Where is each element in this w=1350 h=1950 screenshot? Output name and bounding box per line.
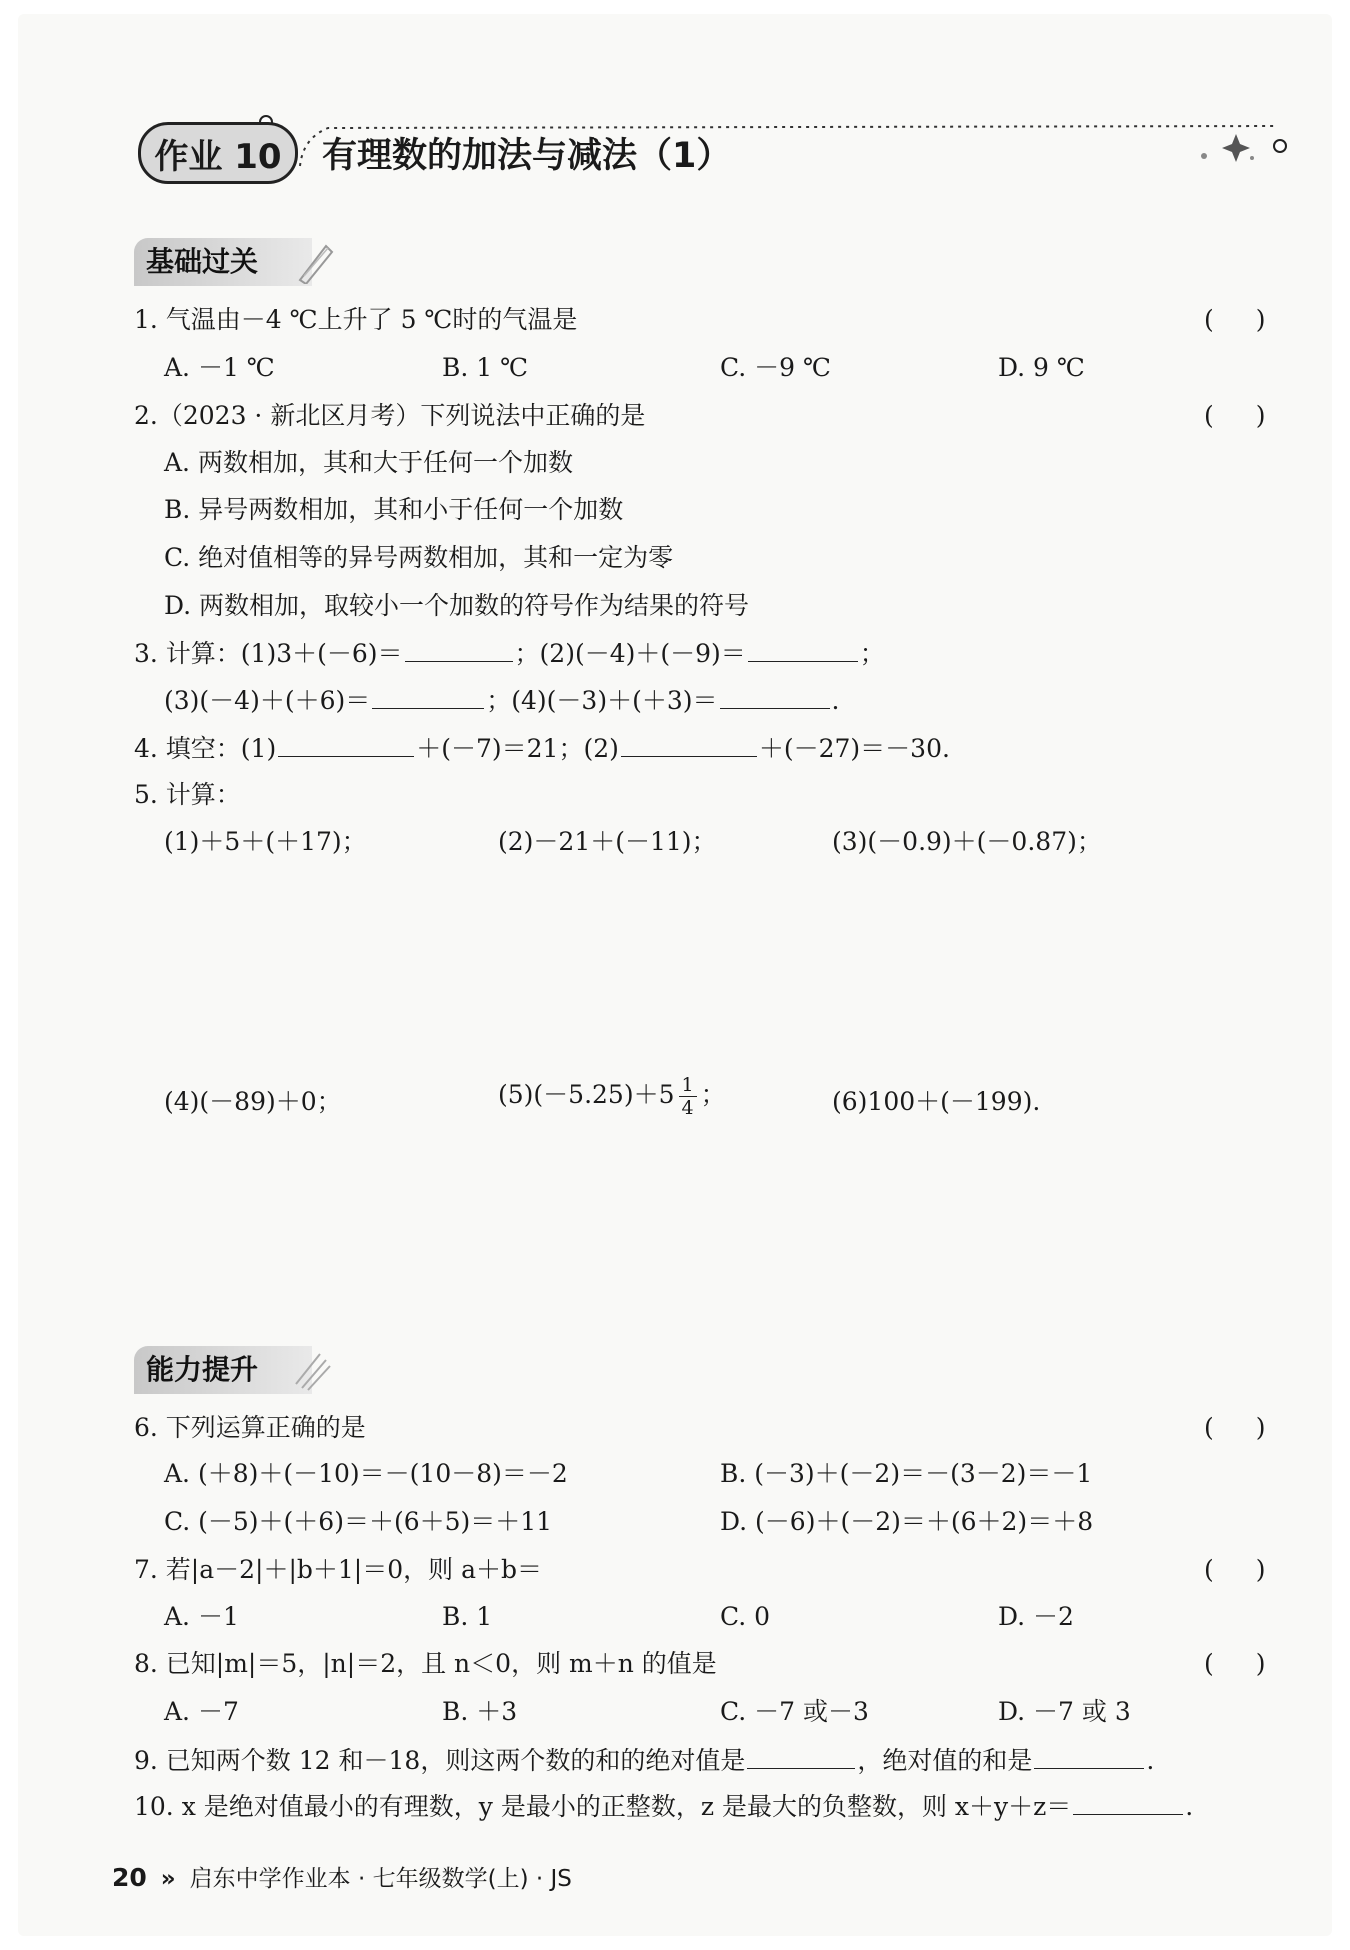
section-basic-label: 基础过关 xyxy=(146,245,259,278)
q5-item-5-text: (5)(－5.25)＋5 xyxy=(498,1080,675,1109)
q3-blank-2[interactable] xyxy=(748,637,858,662)
q9-part3-text: . xyxy=(1146,1746,1155,1775)
q9-blank-1[interactable] xyxy=(747,1744,855,1769)
q5-item-6: (6)100＋(－199). xyxy=(832,1087,1041,1116)
q4-part3-text: ＋(－27)＝－30. xyxy=(758,734,950,763)
q8-option-a: A. －7 xyxy=(164,1697,239,1726)
q3-blank-3[interactable] xyxy=(372,684,484,709)
q6-answer-paren: () xyxy=(1204,1413,1308,1442)
q3-part4-text: ；(4)(－3)＋(＋3)＝ xyxy=(486,686,718,715)
q4-line xyxy=(134,732,950,765)
q10-line xyxy=(134,1790,1193,1823)
lesson-title: 有理数的加法与减法（1） xyxy=(322,136,732,176)
q7-option-a: A. －1 xyxy=(164,1602,239,1631)
q7-stem: 7. 若|a－2|＋|b＋1|＝0，则 a＋b＝ xyxy=(134,1555,542,1584)
q8-stem: 8. 已知|m|＝5，|n|＝2，且 n＜0，则 m＋n 的值是 xyxy=(134,1649,717,1678)
q4-part2-text: ＋(－7)＝21；(2) xyxy=(416,734,619,763)
book-title: 启东中学作业本 · 七年级数学(上) · JS xyxy=(189,1866,572,1892)
fraction-numerator: 1 xyxy=(679,1074,697,1097)
q9-part1-text: 9. 已知两个数 12 和－18，则这两个数的和的绝对值是 xyxy=(134,1746,746,1775)
q3-part2-text: ；(2)(－4)＋(－9)＝ xyxy=(514,639,746,668)
q3-blank-1[interactable] xyxy=(405,637,513,662)
q4-blank-1[interactable] xyxy=(278,732,414,757)
q3-line2-end: . xyxy=(831,686,840,715)
q4-blank-2[interactable] xyxy=(621,732,757,757)
q2-option-b: B. 异号两数相加，其和小于任何一个加数 xyxy=(164,495,624,524)
q10-end: . xyxy=(1185,1792,1194,1821)
fraction-denominator: 4 xyxy=(681,1097,694,1119)
q9-blank-2[interactable] xyxy=(1034,1744,1144,1769)
q1-option-a: A. －1 ℃ xyxy=(164,353,275,382)
q5-item-5-fraction xyxy=(679,1074,697,1119)
q3-line1 xyxy=(134,637,885,670)
q1-option-c: C. －9 ℃ xyxy=(720,353,831,382)
q1-option-b: B. 1 ℃ xyxy=(442,353,529,382)
q9-part2-text: ，绝对值的和是 xyxy=(857,1746,1033,1775)
q5-item-5-end: ； xyxy=(700,1080,726,1109)
chevron-right-icon: » xyxy=(160,1866,176,1892)
section-advanced-label: 能力提升 xyxy=(146,1353,259,1386)
q6-stem: 6. 下列运算正确的是 xyxy=(134,1413,366,1442)
q8-option-c: C. －7 或－3 xyxy=(720,1697,869,1726)
q7-answer-paren: () xyxy=(1204,1555,1308,1584)
q7-option-b: B. 1 xyxy=(442,1602,493,1631)
q9-line xyxy=(134,1744,1154,1777)
q7-option-c: C. 0 xyxy=(720,1602,771,1631)
q5-item-3: (3)(－0.9)＋(－0.87)； xyxy=(832,827,1102,856)
q2-option-a: A. 两数相加，其和大于任何一个加数 xyxy=(164,448,573,477)
q4-part1-text: 4. 填空：(1) xyxy=(134,734,277,763)
q10-blank[interactable] xyxy=(1073,1790,1183,1815)
q3-part3-text: (3)(－4)＋(＋6)＝ xyxy=(164,686,371,715)
sparkle-lines-icon xyxy=(290,1346,334,1392)
q2-option-c: C. 绝对值相等的异号两数相加，其和一定为零 xyxy=(164,543,674,572)
q1-stem: 1. 气温由－4 ℃上升了 5 ℃时的气温是 xyxy=(134,305,578,334)
q8-option-b: B. ＋3 xyxy=(442,1697,518,1726)
q6-option-a: A. (＋8)＋(－10)＝－(10－8)＝－2 xyxy=(164,1459,568,1488)
q2-answer-paren: () xyxy=(1204,401,1308,430)
q5-item-1: (1)＋5＋(＋17)； xyxy=(164,827,367,856)
q5-stem: 5. 计算： xyxy=(134,780,241,809)
q3-part1-text: 3. 计算：(1)3＋(－6)＝ xyxy=(134,639,403,668)
q8-option-d: D. －7 或 3 xyxy=(998,1697,1131,1726)
page-number: 20 xyxy=(112,1863,147,1892)
q5-item-4: (4)(－89)＋0； xyxy=(164,1087,342,1116)
q1-answer-paren: () xyxy=(1204,305,1308,334)
q6-option-b: B. (－3)＋(－2)＝－(3－2)＝－1 xyxy=(720,1459,1093,1488)
footer xyxy=(112,1860,572,1893)
q7-option-d: D. －2 xyxy=(998,1602,1074,1631)
q2-stem: 2.（2023 · 新北区月考）下列说法中正确的是 xyxy=(134,401,646,430)
q5-item-5 xyxy=(498,1074,726,1119)
q8-answer-paren: () xyxy=(1204,1649,1308,1678)
q10-text: 10. x 是绝对值最小的有理数，y 是最小的正整数，z 是最大的负整数，则 x＋y＋z＝ xyxy=(134,1792,1072,1821)
section-advanced-tag xyxy=(134,1346,312,1394)
assignment-badge: 作业 10 xyxy=(138,122,298,184)
q2-option-d: D. 两数相加，取较小一个加数的符号作为结果的符号 xyxy=(164,591,750,620)
q3-blank-4[interactable] xyxy=(720,684,830,709)
q6-option-c: C. (－5)＋(＋6)＝＋(6＋5)＝＋11 xyxy=(164,1507,553,1536)
q6-option-d: D. (－6)＋(－2)＝＋(6＋2)＝＋8 xyxy=(720,1507,1094,1536)
q5-item-2: (2)－21＋(－11)； xyxy=(498,827,717,856)
q1-option-d: D. 9 ℃ xyxy=(998,353,1085,382)
section-basic-tag xyxy=(134,238,312,286)
pencil-icon xyxy=(296,240,336,284)
q3-line2 xyxy=(164,684,839,717)
q3-line1-end: ； xyxy=(859,639,885,668)
